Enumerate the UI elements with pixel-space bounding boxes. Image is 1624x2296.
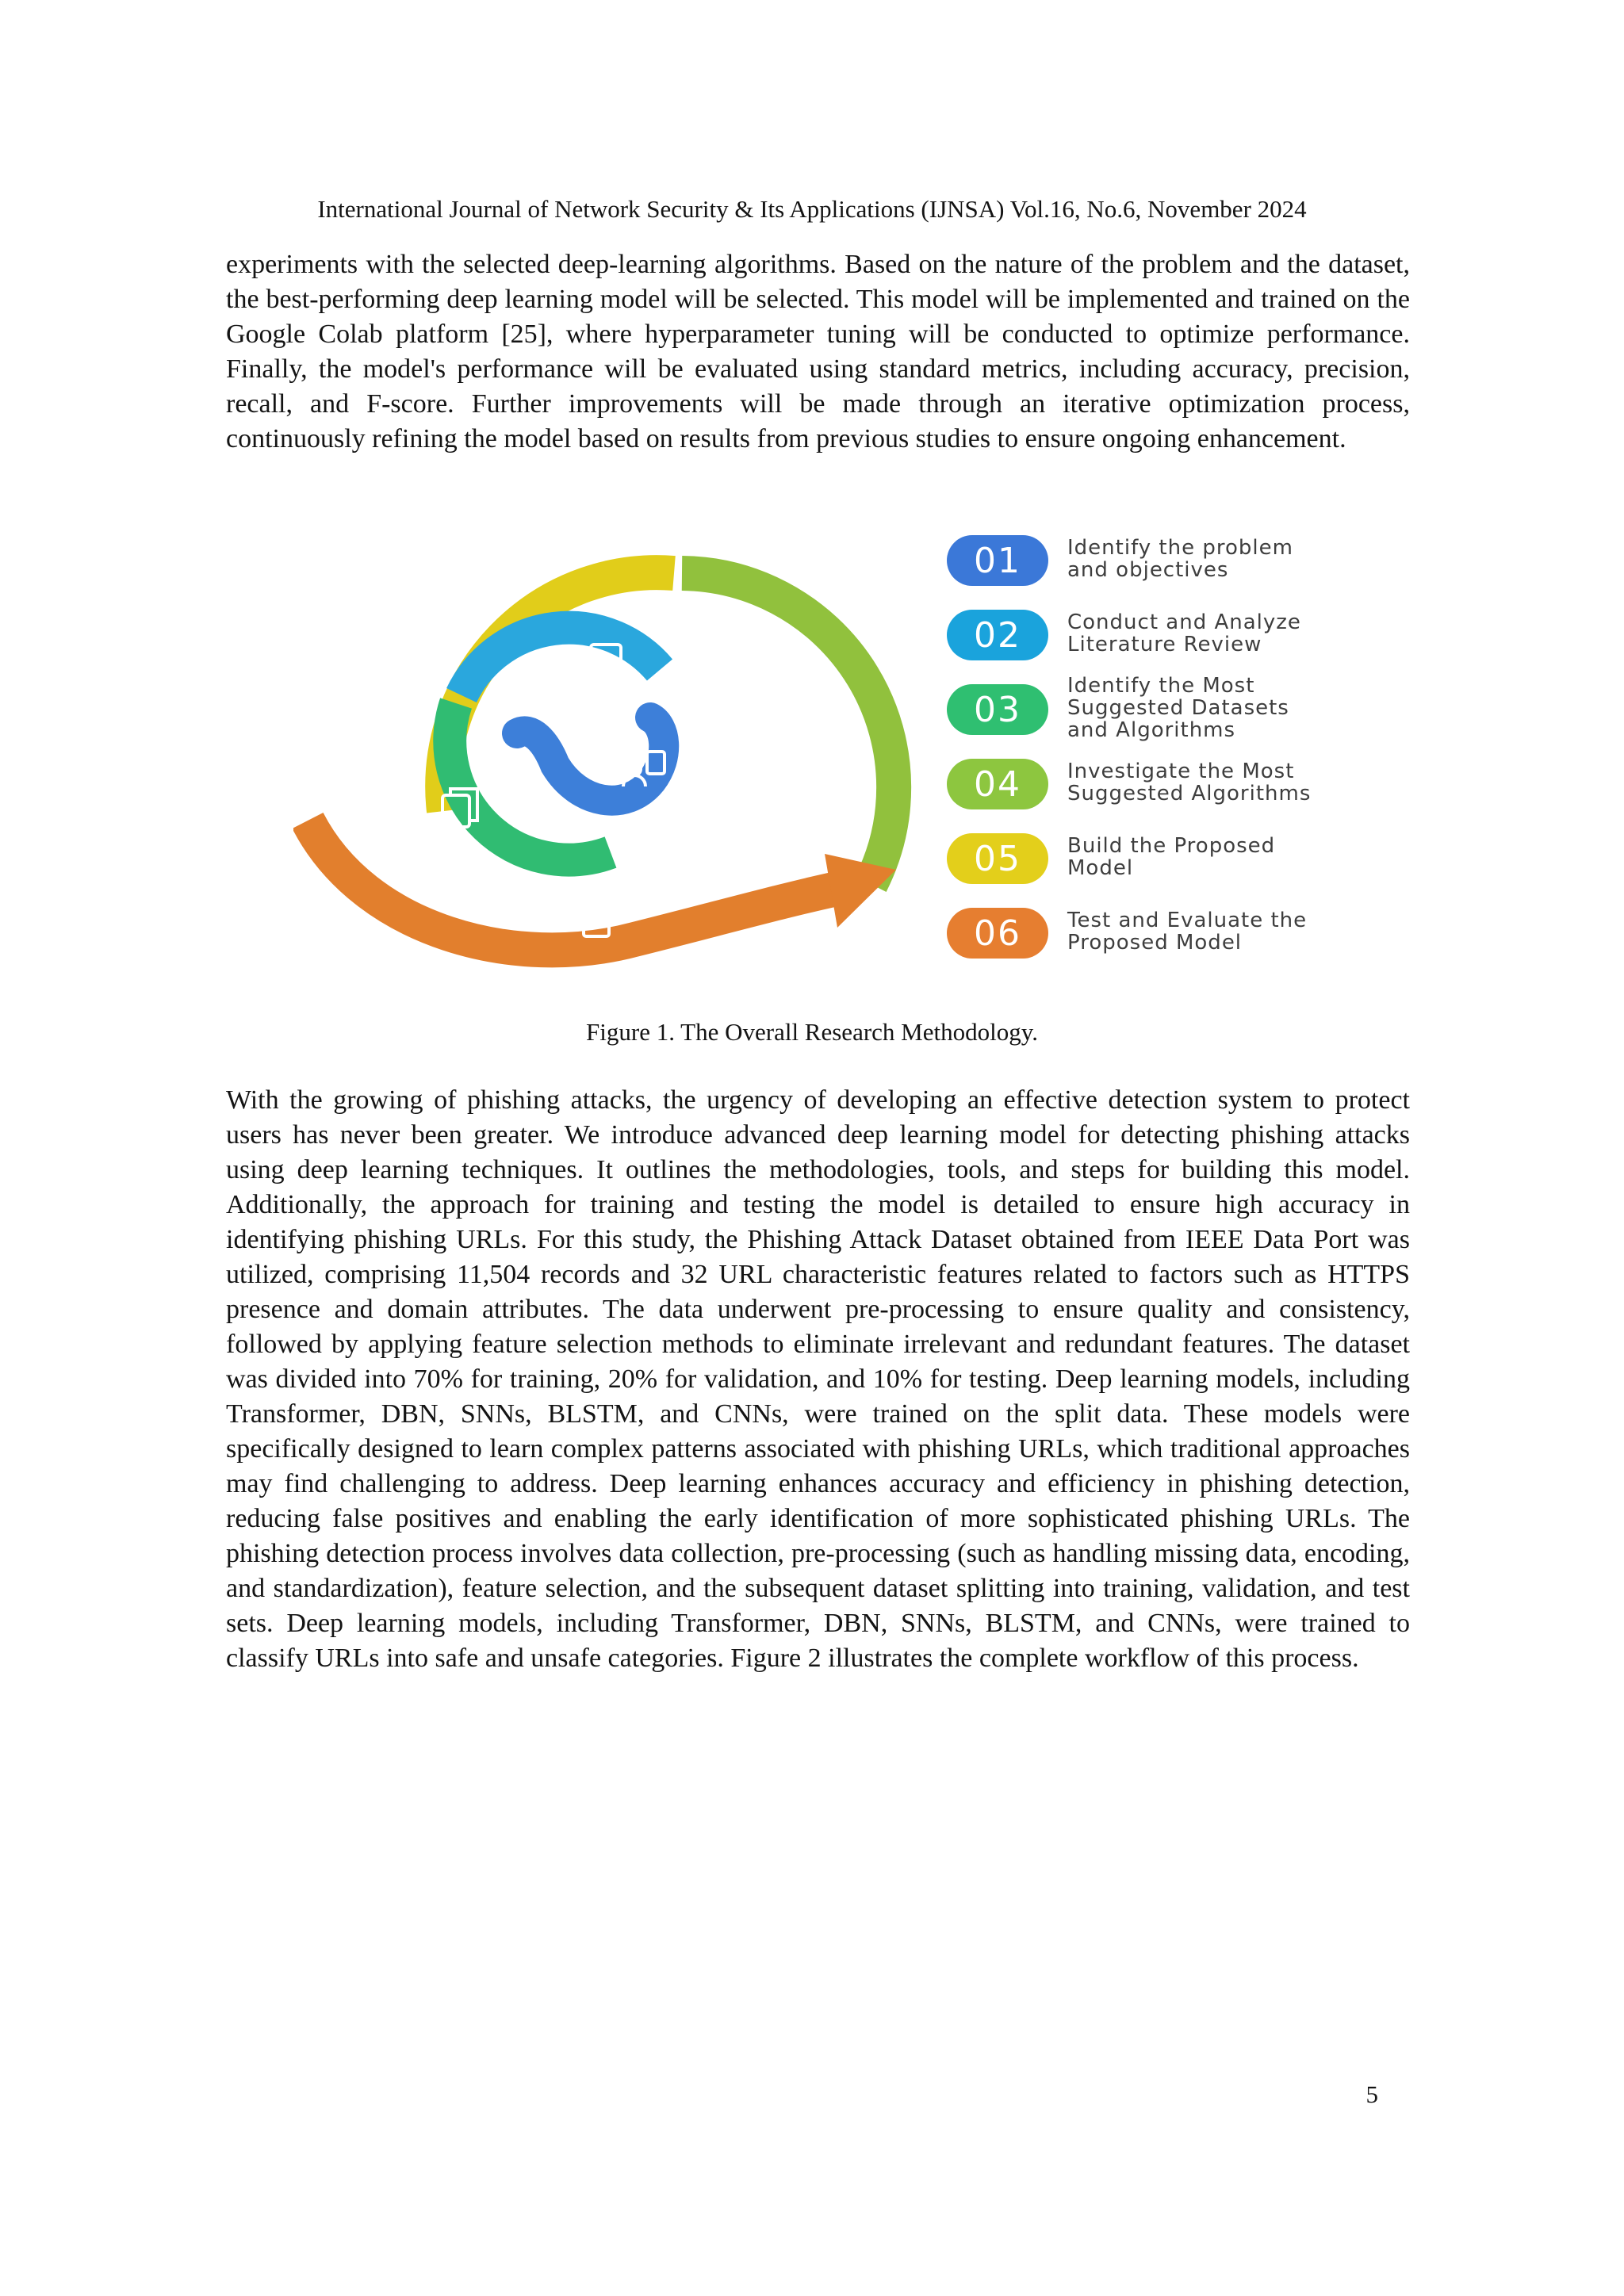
spiral-diagram <box>293 527 1348 987</box>
step-item-05 <box>947 833 1275 884</box>
step-label: Conduct and Analyze <box>1067 610 1301 634</box>
step-label: Identify the problem <box>1067 536 1293 560</box>
code-icon <box>768 687 810 729</box>
step-item-03 <box>947 674 1289 742</box>
step-number: 04 <box>974 764 1021 805</box>
step-number: 02 <box>974 615 1021 656</box>
step-label: Build the Proposed <box>1067 834 1276 858</box>
page-number: 5 <box>1365 2080 1378 2108</box>
step-label: Test and Evaluate the <box>1067 909 1308 932</box>
step-label: and objectives <box>1067 558 1229 582</box>
step-label: Investigate the Most <box>1067 760 1295 783</box>
step-label: and Algorithms <box>1067 718 1236 742</box>
step-label: Literature Review <box>1067 633 1262 656</box>
step-label: Suggested Datasets <box>1067 696 1289 720</box>
checklist-icon <box>387 581 428 621</box>
spiral-orange-arrow <box>308 821 841 950</box>
figure-caption: Figure 1. The Overall Research Methodology. <box>586 1018 1038 1046</box>
step-number: 01 <box>974 541 1021 581</box>
step-label: Suggested Algorithms <box>1067 782 1312 806</box>
methodology-figure <box>293 527 1348 987</box>
step-label: Model <box>1067 856 1134 880</box>
step-number: 06 <box>974 913 1021 954</box>
step-label: Proposed Model <box>1067 931 1243 955</box>
step-item-01 <box>947 535 1293 586</box>
step-item-06 <box>947 908 1307 959</box>
step-item-04 <box>947 759 1311 809</box>
running-header: International Journal of Network Security & Its Applications (IJNSA) Vol.16, No.6, November 2024 <box>317 195 1307 223</box>
body-paragraph-2: With the growing of phishing attacks, the urgency of developing an effective detection system to protect users has never been greater. We introduce advanced deep learning model for detecting phishing attacks using deep learning techniques. It outlines the methodologies, tools, and steps for building this model. Additionally, the approach for training and testing the model is detailed to ensure high accuracy in identifying phishing URLs. For this study, the Phishing Attack Dataset obtained from IEEE Data Port was utilized, comprising 11,504 records and 32 URL characteristic features related to factors such as HTTPS presence and domain attributes. The data underwent pre-processing to ensure quality and consistency, followed by applying feature selection methods to eliminate irrelevant and redundant features. The dataset was divided into 70% for training, 20% for validation, and 10% for testing. Deep learning models, including Transformer, DBN, SNNs, BLSTM, and CNNs, were trained on the split data. These models were specifically designed to learn complex patterns associated with phishing URLs, which traditional approaches may find challenging to address. Deep learning enhances accuracy and efficiency in phishing detection, reducing false positives and enabling the early identification of more sophisticated phishing URLs. The phishing detection process involves data collection, pre-processing (such as handling missing data, encoding, and standardization), feature selection, and the subsequent dataset splitting into training, validation, and test sets. Deep learning models, including Transformer, DBN, SNNs, BLSTM, and CNNs, were trained to classify URLs into safe and unsafe categories. Figure 2 illustrates the complete workflow of this process. <box>226 1085 1410 1673</box>
step-number: 03 <box>974 690 1021 730</box>
spiral-cyan-segment <box>462 628 660 695</box>
step-label: Identify the Most <box>1067 674 1255 698</box>
step-item-02 <box>947 610 1301 660</box>
steps-list <box>947 535 1311 959</box>
step-number: 05 <box>974 839 1021 879</box>
spiral-blue-core <box>517 718 664 801</box>
body-paragraph-1: experiments with the selected deep-learning algorithms. Based on the nature of the problem and the dataset, the best-performing deep learning model will be selected. This model will be implemented and trained on the Google Colab platform [25], where hyperparameter tuning will be conducted to optimize performance. Finally, the model's performance will be evaluated using standard metrics, including accuracy, precision, recall, and F-score. Further improvements will be made through an iterative optimization process, continuously refining the model based on results from previous studies to ensure ongoing enhancement. <box>226 250 1410 453</box>
